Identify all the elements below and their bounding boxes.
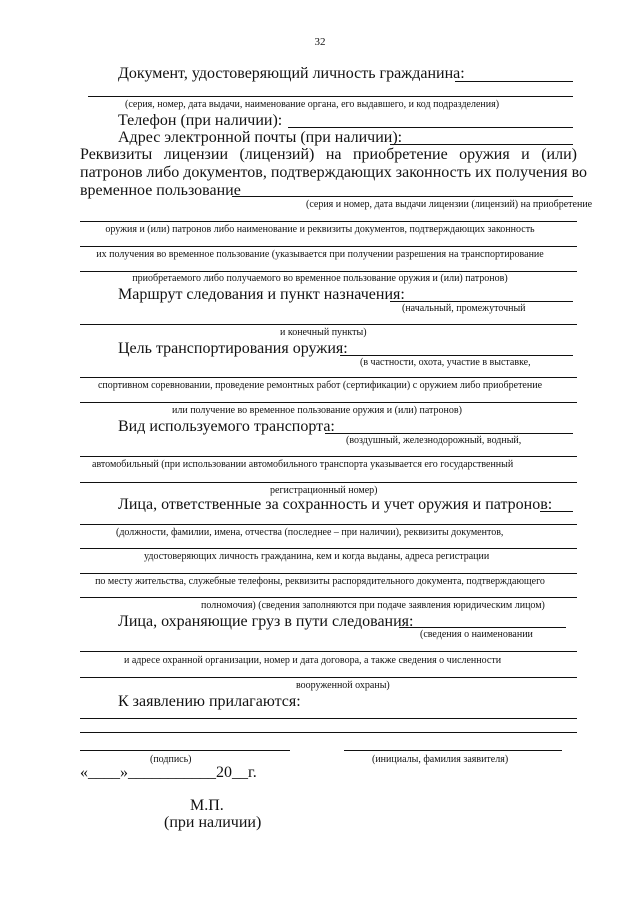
purpose-label: Цель транспортирования оружия: — [118, 340, 348, 357]
license-hint-4: приобретаемого либо получаемого во временное пользование оружия и (или) патронов) — [132, 273, 508, 284]
attachments-field-2[interactable] — [80, 732, 577, 733]
transport-hint-2: автомобильный (при использовании автомобильного транспорта указывается его государственный — [92, 459, 514, 470]
responsible-hint-1: (должности, фамилии, имена, отчества (последнее – при наличии), реквизиты документов, — [116, 527, 504, 538]
email-label: Адрес электронной почты (при наличии): — [118, 129, 403, 146]
responsible-field[interactable] — [540, 511, 573, 512]
guards-field[interactable] — [399, 627, 566, 628]
transport-label: Вид используемого транспорта: — [118, 418, 335, 435]
responsible-field-line4[interactable] — [80, 573, 577, 574]
purpose-hint-1: (в частности, охота, участие в выставке, — [360, 357, 531, 368]
purpose-hint-2: спортивном соревновании, проведение ремонтных работ (сертификации) с оружием либо приобретение — [97, 380, 543, 391]
responsible-field-line3[interactable] — [80, 548, 577, 549]
stamp-label: М.П. — [190, 797, 224, 814]
license-line-2: патронов либо документов, подтверждающих законность их получения во — [80, 164, 588, 181]
license-hint-4-wrap — [0, 273, 640, 284]
route-field-line2[interactable] — [80, 324, 577, 325]
doc-id-field-line2[interactable] — [88, 96, 573, 97]
license-field-line4[interactable] — [80, 271, 577, 272]
guards-hint-2: и адресе охранной организации, номер и дата договора, а также сведения о численности — [124, 655, 502, 666]
transport-field-line3[interactable] — [80, 482, 577, 483]
phone-label: Телефон (при наличии): — [118, 112, 283, 129]
license-line-1: Реквизиты лицензии (лицензий) на приобретение оружия и (или) — [80, 146, 577, 163]
doc-id-label: Документ, удостоверяющий личность гражданина: — [118, 65, 465, 82]
guards-label: Лица, охраняющие груз в пути следования: — [118, 613, 414, 630]
responsible-field-line5[interactable] — [80, 597, 577, 598]
license-hint-2-wrap — [0, 224, 640, 235]
responsible-label: Лица, ответственные за сохранность и учет оружия и патронов: — [118, 496, 553, 513]
responsible-hint-3-wrap — [0, 576, 640, 587]
responsible-hint-2: удостоверяющих личность гражданина, кем и когда выданы, адреса регистрации — [144, 551, 490, 562]
page-number: 32 — [314, 36, 326, 48]
license-field[interactable] — [232, 196, 573, 197]
route-hint-1: (начальный, промежуточный — [402, 303, 526, 314]
guards-field-line3[interactable] — [80, 677, 577, 678]
applicant-name-hint: (инициалы, фамилия заявителя) — [372, 754, 509, 765]
doc-id-field[interactable] — [455, 81, 573, 82]
route-label: Маршрут следования и пункт назначения: — [118, 286, 405, 303]
license-field-line2[interactable] — [80, 221, 577, 222]
license-hint-2: оружия и (или) патронов либо наименование и реквизиты документов, подтверждающих законность — [105, 224, 535, 235]
responsible-hint-4: полномочия) (сведения заполняются при подаче заявления юридическим лицом) — [201, 600, 545, 611]
responsible-field-line2[interactable] — [80, 524, 577, 525]
purpose-field-line3[interactable] — [80, 402, 577, 403]
purpose-field-line2[interactable] — [80, 377, 577, 378]
route-field[interactable] — [390, 301, 573, 302]
license-hint-3: их получения во временное пользование (указывается при получении разрешения на транспортирование — [96, 249, 544, 260]
purpose-field[interactable] — [340, 355, 573, 356]
phone-field[interactable] — [288, 127, 573, 128]
license-line-3: временное пользование — [80, 182, 241, 199]
doc-id-hint: (серия, номер, дата выдачи, наименование органа, его выдавшего, и код подразделения) — [125, 99, 500, 110]
purpose-hint-2-wrap — [0, 380, 640, 391]
transport-field[interactable] — [325, 433, 573, 434]
transport-field-line2[interactable] — [80, 456, 577, 457]
guards-hint-3: вооруженной охраны) — [296, 680, 390, 691]
attachments-field-1[interactable] — [80, 718, 577, 719]
route-hint-2: и конечный пункты) — [280, 327, 367, 338]
license-field-line3[interactable] — [80, 246, 577, 247]
signature-hint: (подпись) — [150, 754, 192, 765]
signature-field[interactable] — [80, 750, 290, 751]
stamp-note: (при наличии) — [164, 814, 262, 831]
email-field[interactable] — [390, 144, 573, 145]
license-hint-3-wrap — [0, 249, 640, 260]
guards-hint-1: (сведения о наименовании — [420, 629, 533, 640]
date-field[interactable]: «____»___________20__г. — [80, 764, 257, 781]
guards-field-line2[interactable] — [80, 651, 577, 652]
applicant-name-field[interactable] — [344, 750, 562, 751]
transport-hint-1: (воздушный, железнодорожный, водный, — [346, 435, 522, 446]
attachments-label: К заявлению прилагаются: — [118, 693, 301, 710]
license-hint-1: (серия и номер, дата выдачи лицензии (лицензий) на приобретение — [306, 199, 593, 210]
purpose-hint-3: или получение во временное пользование оружия и (или) патронов) — [172, 405, 462, 416]
transport-hint-3: регистрационный номер) — [270, 485, 378, 496]
responsible-hint-3: по месту жительства, служебные телефоны, реквизиты распорядительного документа, подтверждающего — [95, 576, 545, 587]
